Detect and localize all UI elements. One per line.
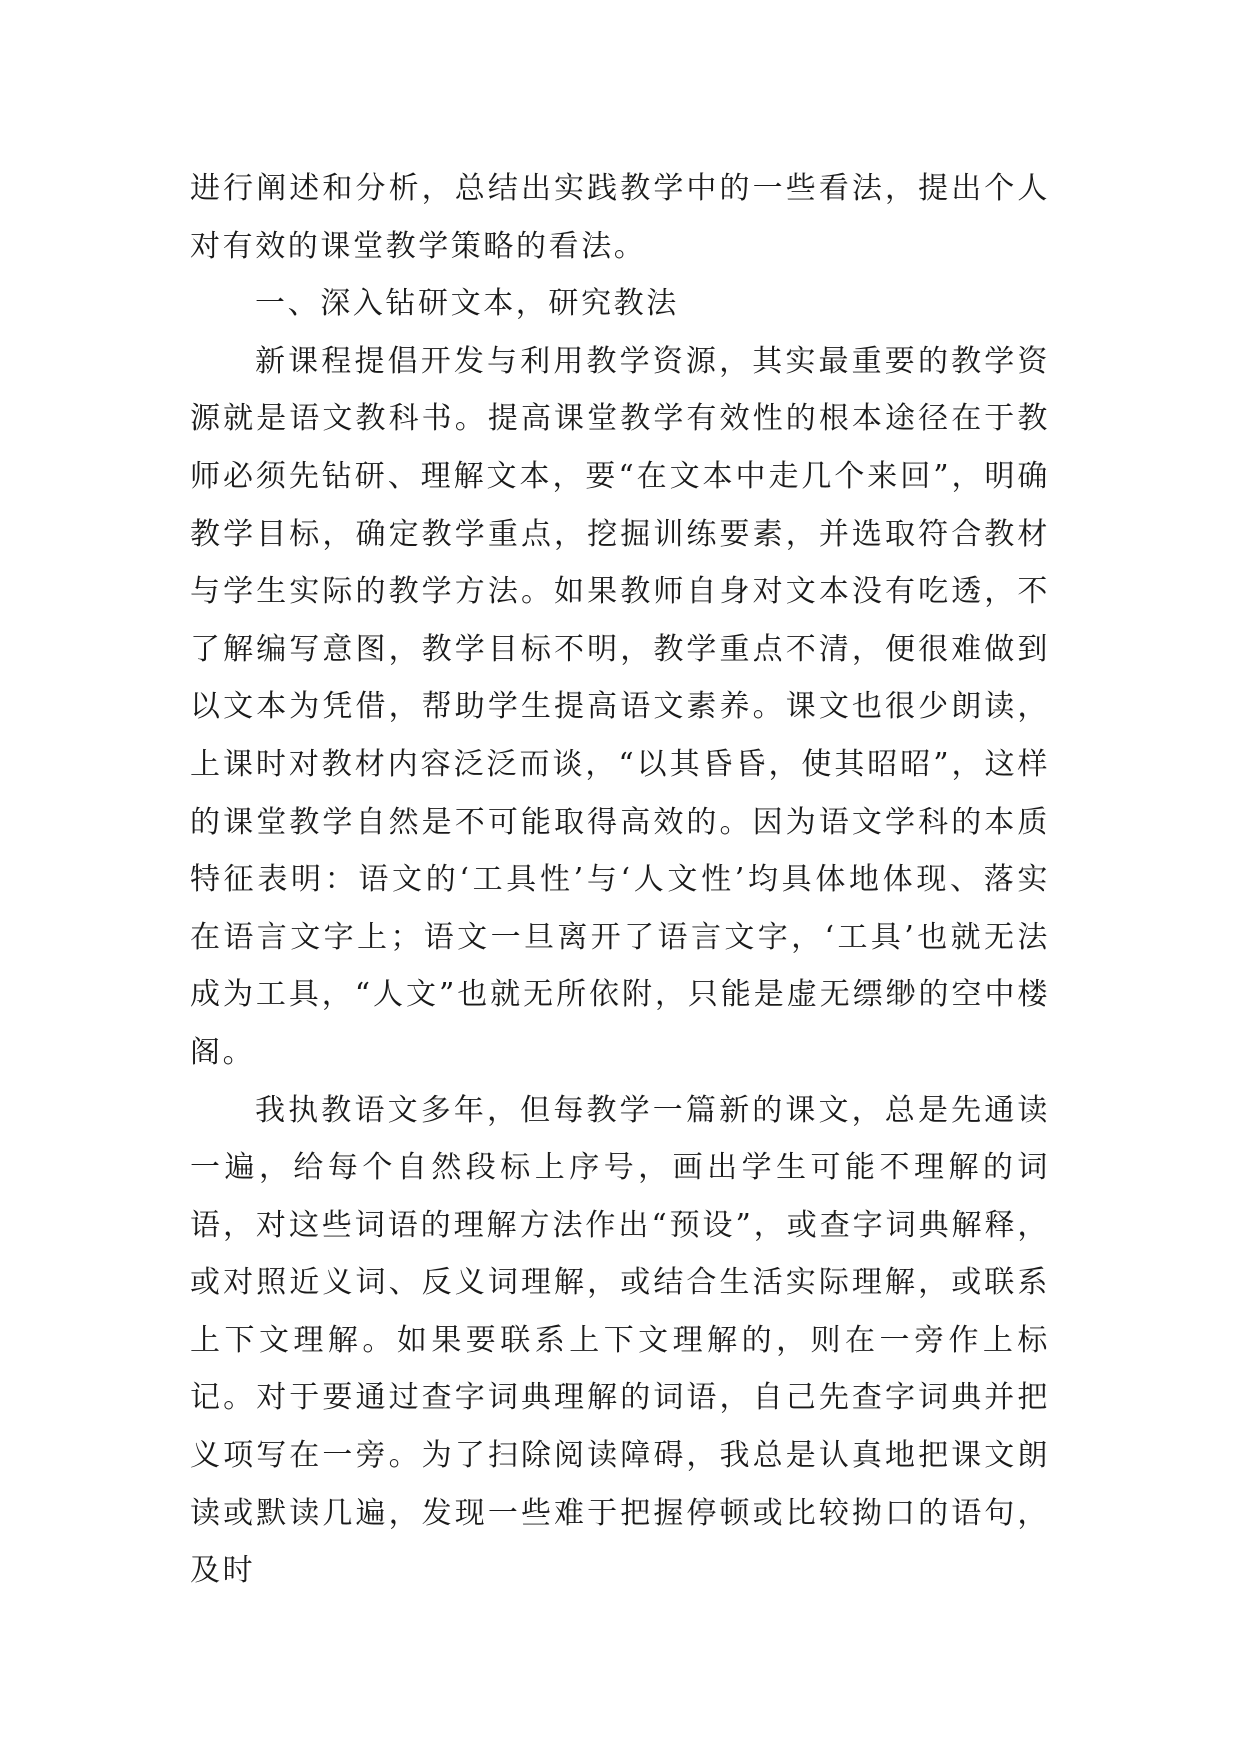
paragraph-intro-continuation: 进行阐述和分析，总结出实践教学中的一些看法，提出个人对有效的课堂教学策略的看法。 bbox=[190, 171, 1050, 264]
paragraph-body: 我执教语文多年，但每教学一篇新的课文，总是先通读一遍，给每个自然段标上序号，画出学生可能不理解的词语，对这些词语的理解方法作出“预设”，或查字词典解释，或对照近义词、反义词理解，或结合生活实际理解，或联系上下文理解。如果要联系上下文理解的，则在一旁作上标记。对于要通过查字词典理解的词语，自己先查字词典并把义项写在一旁。为了扫除阅读障碍，我总是认真地把课文朗读或默读几遍，发现一些难于把握停顿或比较拗口的语句，及时 bbox=[190, 1092, 1050, 1589]
paragraph-body: 新课程提倡开发与利用教学资源，其实最重要的教学资源就是语文教科书。提高课堂教学有效性的根本途径在于教师必须先钻研、理解文本，要“在文本中走几个来回”，明确教学目标，确定教学重点，挖掘训练要素，并选取符合教材与学生实际的教学方法。如果教师自身对文本没有吃透，不了解编写意图，教学目标不明，教学重点不清，便很难做到以文本为凭借，帮助学生提高语文素养。课文也很少朗读，上课时对教材内容泛泛而谈，“以其昏昏，使其昭昭”，这样的课堂教学自然是不可能取得高效的。因为语文学科的本质特征表明：语文的‘工具性’与‘人文性’均具体地体现、落实在语言文字上；语文一旦离开了语言文字，‘工具’也就无法成为工具，“人文”也就无所依附，只能是虚无缥缈的空中楼阁。 bbox=[190, 343, 1050, 1070]
document-body bbox=[190, 160, 1050, 1600]
section-heading: 一、深入钻研文本，研究教法 bbox=[255, 286, 679, 322]
